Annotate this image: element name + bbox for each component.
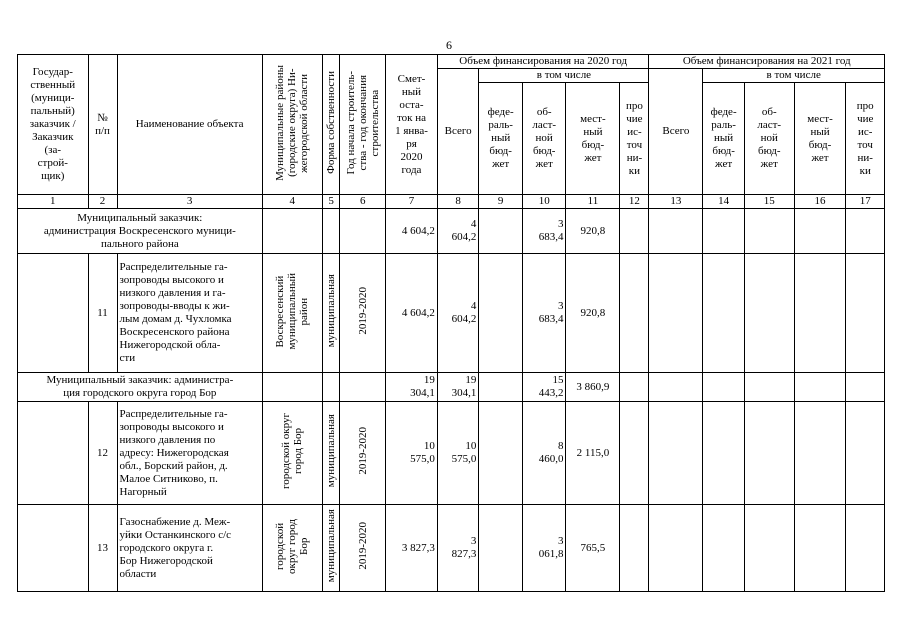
- object-ownership-text: муниципальная: [325, 509, 338, 583]
- object-name: Газоснабжение д. Меж- уйки Останкинского с/с городского округа г. Бор Нижегородской области: [117, 505, 262, 592]
- object-number: 13: [88, 505, 117, 592]
- page-number: 6: [446, 38, 452, 52]
- header-fin2020: Объем финансирования на 2020 год: [437, 55, 649, 69]
- estimate-cell: 4 604,2: [386, 209, 438, 254]
- object-name: Распределительные га- зопроводы высокого и низкого давления по адресу: Нижегородская обл., Борский район, д. Малое Ситниково, п. Нагорный: [117, 402, 262, 505]
- object-name: Распределительные га- зопроводы высокого и низкого давления и га- зопроводы-вводы к жи- лым домам д. Чухломка Воскресенского района Нижегородской обла- сти: [117, 254, 262, 373]
- object-district-text: Воскресенский муниципальный район: [274, 272, 311, 350]
- header-total-2020: Всего: [437, 69, 478, 195]
- customer-row: [18, 209, 885, 254]
- col-number: 14: [703, 195, 744, 209]
- col-number: 16: [794, 195, 846, 209]
- object-years-text: 2019-2020: [356, 427, 369, 475]
- regional-2020-cell: 3 061,8: [522, 505, 566, 592]
- header-incl-2021: в том числе: [703, 69, 885, 83]
- total-2020-cell: 4 604,2: [437, 209, 478, 254]
- object-years-text: 2019-2020: [356, 287, 369, 335]
- col-number: 15: [744, 195, 794, 209]
- col-number: 4: [262, 195, 322, 209]
- object-years: [340, 402, 386, 505]
- object-ownership: [322, 254, 340, 373]
- header-local-2021: мест- ный бюд- жет: [794, 83, 846, 195]
- object-row: [18, 254, 885, 373]
- object-district: [262, 402, 322, 505]
- object-district: [262, 505, 322, 592]
- col-number: 6: [340, 195, 386, 209]
- estimate-cell: 4 604,2: [386, 254, 438, 373]
- object-ownership-text: муниципальная: [325, 414, 338, 488]
- header-customer: Государ- ственный (муници- пальный) заказчик / Заказчик (за- строй- щик): [18, 55, 89, 195]
- col-number: 3: [117, 195, 262, 209]
- header-years: [340, 55, 386, 195]
- col-number: 11: [566, 195, 620, 209]
- customer-row: [18, 373, 885, 402]
- object-number: 12: [88, 402, 117, 505]
- local-2020-cell: 920,8: [566, 209, 620, 254]
- object-years: [340, 505, 386, 592]
- col-number: 17: [846, 195, 885, 209]
- customer-name: Муниципальный заказчик: администрация Воскресенского муници- пального района: [18, 209, 263, 254]
- local-2020-cell: 765,5: [566, 505, 620, 592]
- col-number: 9: [479, 195, 523, 209]
- header-ownership-text: Форма собственности: [325, 71, 338, 174]
- object-number: 11: [88, 254, 117, 373]
- local-2020-cell: 2 115,0: [566, 402, 620, 505]
- header-incl-2020: в том числе: [479, 69, 649, 83]
- total-2020-cell: 10 575,0: [437, 402, 478, 505]
- object-years-text: 2019-2020: [356, 522, 369, 570]
- customer-name: Муниципальный заказчик: администра- ция городского округа город Бор: [18, 373, 263, 402]
- regional-2020-cell: 3 683,4: [522, 254, 566, 373]
- header-years-text: Год начала строитель- ства - год окончания строительства: [344, 70, 381, 175]
- object-district-text: городской округ город Бор: [274, 518, 311, 574]
- object-row: [18, 505, 885, 592]
- object-district: [262, 254, 322, 373]
- column-numbers-row: [18, 195, 885, 209]
- object-row: [18, 402, 885, 505]
- col-number: 13: [649, 195, 703, 209]
- object-ownership-text: муниципальная: [325, 274, 338, 348]
- header-estimate: Смет- ный оста- ток на 1 янва- ря 2020 года: [386, 55, 438, 195]
- object-district-text: городской округ город Бор: [280, 412, 305, 490]
- object-years: [340, 254, 386, 373]
- header-object: Наименование объекта: [117, 55, 262, 195]
- header-other-2021: про чие ис- точ ни- ки: [846, 83, 885, 195]
- estimate-cell: 10 575,0: [386, 402, 438, 505]
- header-regional-2020: об- ласт- ной бюд- жет: [522, 83, 566, 195]
- col-number: 12: [620, 195, 649, 209]
- local-2020-cell: 3 860,9: [566, 373, 620, 402]
- header-row: [18, 55, 885, 69]
- total-2020-cell: 4 604,2: [437, 254, 478, 373]
- local-2020-cell: 920,8: [566, 254, 620, 373]
- estimate-cell: 19 304,1: [386, 373, 438, 402]
- col-number: 7: [386, 195, 438, 209]
- object-ownership: [322, 402, 340, 505]
- regional-2020-cell: 3 683,4: [522, 209, 566, 254]
- object-ownership: [322, 505, 340, 592]
- header-other-2020: про чие ис- точ ни- ки: [620, 83, 649, 195]
- estimate-cell: 3 827,3: [386, 505, 438, 592]
- financing-table: [17, 54, 885, 592]
- col-number: 8: [437, 195, 478, 209]
- regional-2020-cell: 8 460,0: [522, 402, 566, 505]
- col-number: 5: [322, 195, 340, 209]
- regional-2020-cell: 15 443,2: [522, 373, 566, 402]
- header-federal-2021: феде- раль- ный бюд- жет: [703, 83, 744, 195]
- header-federal-2020: феде- раль- ный бюд- жет: [479, 83, 523, 195]
- header-local-2020: мест- ный бюд- жет: [566, 83, 620, 195]
- header-fin2021: Объем финансирования на 2021 год: [649, 55, 885, 69]
- total-2020-cell: 19 304,1: [437, 373, 478, 402]
- header-districts-text: Муниципальные районы (городские округа) Ни- жегородской области: [274, 64, 311, 181]
- header-ownership: [322, 55, 340, 195]
- total-2020-cell: 3 827,3: [437, 505, 478, 592]
- col-number: 10: [522, 195, 566, 209]
- header-num: № п/п: [88, 55, 117, 195]
- header-districts: [262, 55, 322, 195]
- col-number: 1: [18, 195, 89, 209]
- col-number: 2: [88, 195, 117, 209]
- header-regional-2021: об- ласт- ной бюд- жет: [744, 83, 794, 195]
- header-total-2021: Всего: [649, 69, 703, 195]
